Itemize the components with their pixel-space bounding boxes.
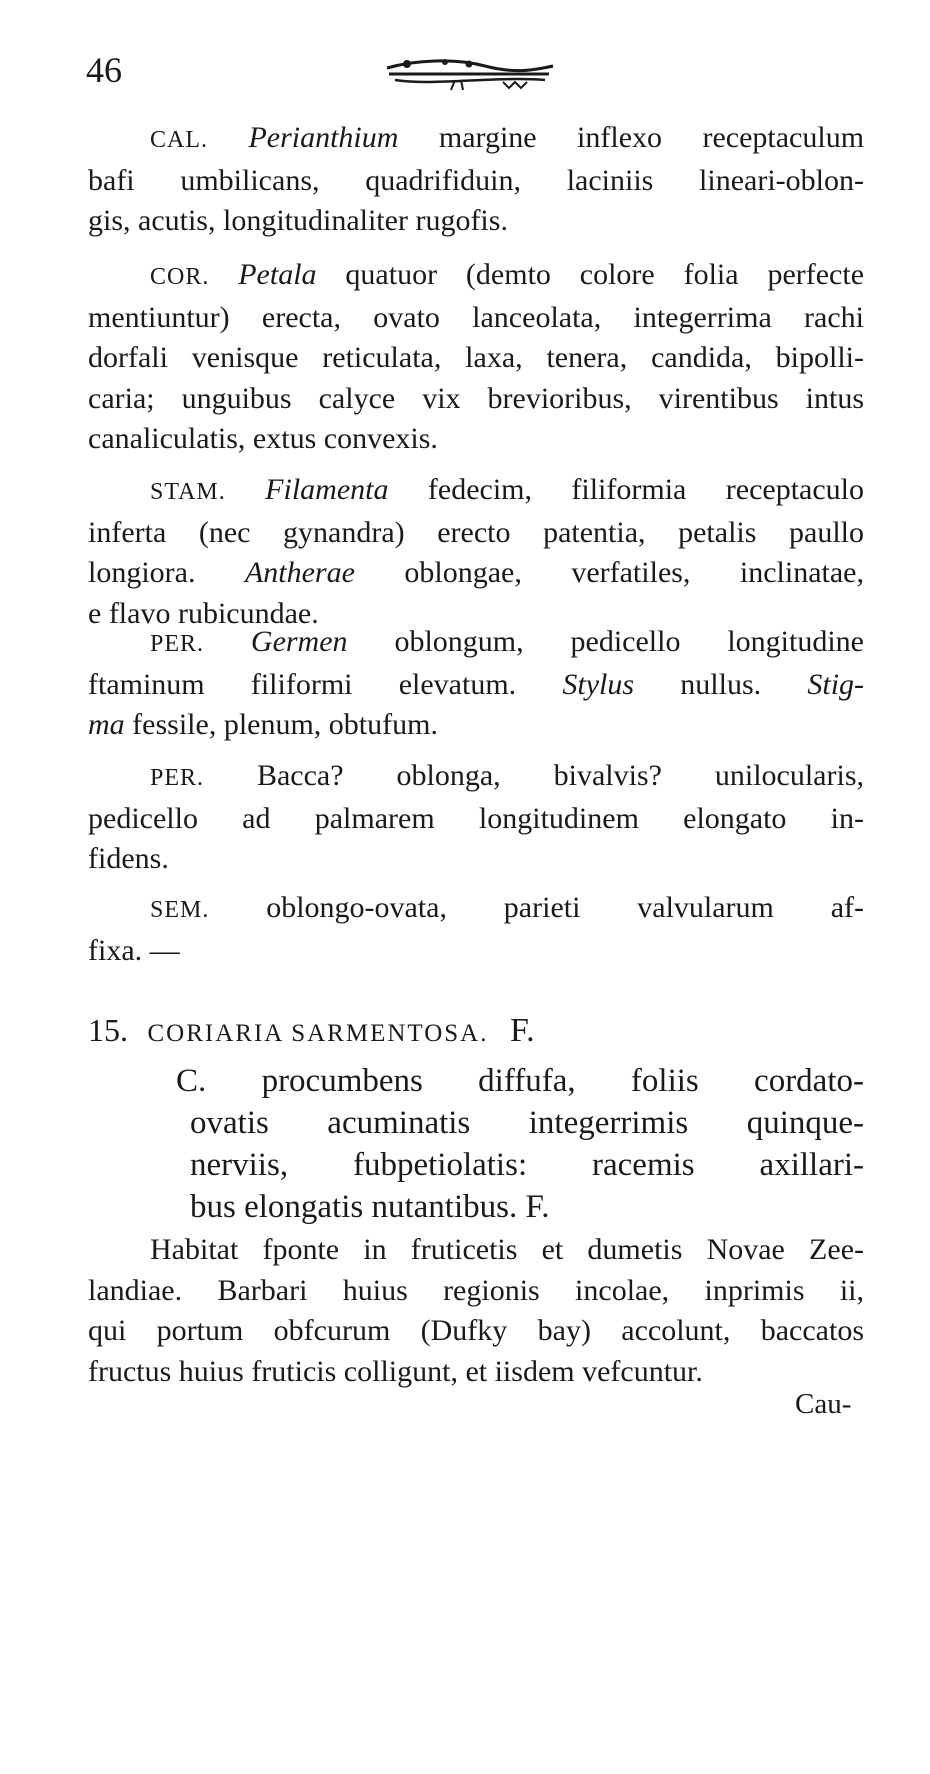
section-label: STAM. <box>150 479 226 505</box>
section-seeds <box>88 888 864 971</box>
section-label: PER. <box>150 631 205 657</box>
term: Antherae <box>244 556 355 589</box>
section-calyx <box>88 118 864 242</box>
text-line: bafi umbilicans, quadrifiduin, laciniis lineari-oblon- <box>88 163 864 197</box>
text-line: fixa. — <box>88 933 180 967</box>
term: Perianthium <box>248 121 399 154</box>
text-line: ftaminum filiformi elevatum. <box>88 667 517 701</box>
text-line: landiae. Barbari huius regionis incolae, inprimis ii, <box>88 1273 864 1307</box>
catchword: Cau- <box>795 1388 852 1420</box>
text-line: qui portum obfcurum (Dufky bay) accolunt, baccatos <box>88 1314 864 1347</box>
term: Filamenta <box>265 473 389 506</box>
diagnosis-line: nerviis, fubpetiolatis: racemis axillari- <box>190 1147 864 1183</box>
text-line: canaliculatis, extus convexis. <box>88 422 438 455</box>
section-pericarp <box>88 756 864 880</box>
section-stamens <box>88 470 864 634</box>
text-line: fructus huius fruticis colligunt, et iisdem vefcuntur. <box>88 1354 703 1388</box>
text-line: oblongum, pedicello longitudine <box>394 625 864 658</box>
text-line: pedicello ad palmarem longitudinem elongato in- <box>88 801 864 835</box>
species-heading <box>88 1010 888 1054</box>
text-line: nullus. <box>680 667 762 701</box>
term: Petala <box>238 258 317 291</box>
diagnosis-line: C. procumbens diffufa, foliis cordato- <box>176 1063 864 1099</box>
habitat-paragraph <box>88 1230 864 1392</box>
text-line: fessile, plenum, obtufum. <box>132 708 438 741</box>
species-diagnosis <box>176 1060 864 1228</box>
text-line: gis, acutis, longitudinaliter rugofis. <box>88 204 508 237</box>
term: Stig- <box>807 667 865 701</box>
section-pistil <box>88 622 864 746</box>
species-author: F. <box>509 1012 535 1049</box>
section-label: COR. <box>150 264 210 290</box>
species-name: CORIARIA SARMENTOSA. <box>147 1020 489 1047</box>
term: Germen <box>250 625 348 658</box>
text-line: dorfali venisque reticulata, laxa, tenera, candida, bipolli- <box>88 341 864 374</box>
text-line: fidens. <box>88 842 169 875</box>
text-line: inferta (nec gynandra) erecto patentia, petalis paullo <box>88 515 864 549</box>
section-corolla <box>88 255 864 460</box>
species-number: 15. <box>88 1012 128 1048</box>
text-line: longiora. <box>88 556 196 589</box>
term: ma <box>88 708 125 741</box>
text-line: caria; unguibus calyce vix brevioribus, virentibus intus <box>88 381 864 415</box>
diagnosis-line: bus elongatis nutantibus. F. <box>190 1189 550 1225</box>
text-line: mentiuntur) erecta, ovato lanceolata, integerrima rachi <box>88 300 864 334</box>
term: Stylus <box>562 667 635 701</box>
text-line: Bacca? oblonga, bivalvis? unilocularis, <box>256 759 864 792</box>
text-line: margine inflexo receptaculum <box>438 121 865 154</box>
diagnosis-line: ovatis acuminatis integerrimis quinque- <box>190 1105 864 1141</box>
page-number: 46 <box>86 50 122 90</box>
text-line: quatuor (demto colore folia perfecte <box>345 258 865 291</box>
ornament-icon <box>385 56 555 96</box>
section-label: PER. <box>150 765 205 791</box>
section-label: SEM. <box>150 897 210 923</box>
text-line: oblongae, verfatiles, inclinatae, <box>404 556 864 589</box>
text-line: e flavo rubicundae. <box>88 596 319 630</box>
text-line: fedecim, filiformia receptaculo <box>427 473 864 506</box>
text-line: Habitat fponte in fruticetis et dumetis Novae Zee- <box>150 1233 864 1266</box>
text-line: oblongo-ovata, parieti valvularum af- <box>266 891 864 924</box>
section-label: CAL. <box>150 127 208 153</box>
